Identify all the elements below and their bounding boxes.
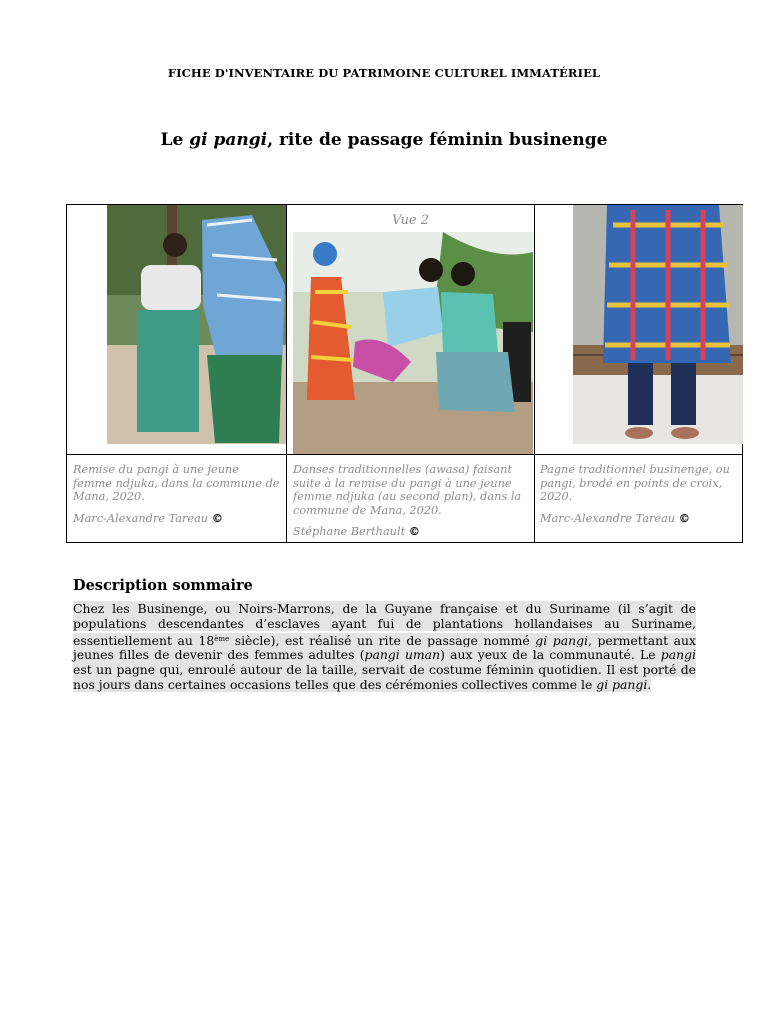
- text-run: ) aux yeux de la communauté. Le: [440, 647, 661, 663]
- photo-caption-2: [293, 463, 528, 539]
- title-suffix: , rite de passage féminin businenge: [267, 130, 608, 150]
- photo-credit: [293, 525, 528, 539]
- copyright-symbol: ©: [211, 510, 223, 525]
- photo-caption-3: [540, 463, 737, 525]
- photo-credit: [540, 512, 737, 526]
- italic-term: pangi uman: [364, 647, 441, 663]
- title-italic: gi pangi: [189, 130, 268, 150]
- text-run: .: [647, 676, 652, 692]
- photo-table: [66, 204, 743, 543]
- photo-cell-1: [67, 205, 286, 542]
- text-run: Chez les Businenge, ou Noirs-Marrons, de la Guyane française et du Suriname (il s’agit de populations descendantes d’esclaves ayant fui de plantations hollandaises au Suriname, essentiellement au 18: [73, 601, 696, 648]
- photo-awasa-dance: [293, 232, 533, 454]
- copyright-symbol: ©: [678, 510, 690, 525]
- text-run: est un pagne qui, enroulé autour de la taille, servait de costume féminin quotidien. Il est porté de nos jours dans certaines occasions telles que des cérémonies collectives comme le: [73, 662, 696, 692]
- italic-term: gi pangi: [596, 676, 648, 692]
- title-prefix: Le: [160, 130, 190, 150]
- photo-credit: [73, 512, 280, 526]
- credit-name: Stéphane Berthault: [293, 525, 406, 539]
- text-run: siècle), est réalisé un rite de passage nommé: [229, 632, 536, 648]
- section-heading-description: Description sommaire: [73, 577, 253, 594]
- document-header: FICHE D'INVENTAIRE DU PATRIMOINE CULTUREL IMMATÉRIEL: [167, 66, 601, 80]
- photo-cell-2: [286, 205, 535, 542]
- photo-cell-3: [534, 205, 743, 542]
- description-paragraph: [73, 602, 696, 693]
- document-title: [0, 130, 768, 150]
- view-label: Vue 2: [391, 213, 430, 228]
- italic-term: pangi: [660, 647, 696, 663]
- caption-text: Remise du pangi à une jeune femme ndjuka, dans la commune de Mana, 2020.: [73, 463, 280, 504]
- photo-pangi-handover: [107, 205, 286, 444]
- text-run: , permettant aux jeunes filles de devenir des femmes adultes (: [73, 632, 696, 663]
- italic-term: gi pangi: [535, 632, 588, 648]
- credit-name: Marc-Alexandre Tareau: [73, 511, 209, 525]
- credit-name: Marc-Alexandre Tareau: [540, 511, 676, 525]
- photo-embroidered-pangi: [573, 205, 743, 444]
- caption-text: Pagne traditionnel businenge, ou pangi, brodé en points de croix, 2020.: [540, 463, 730, 504]
- superscript: ème: [214, 634, 230, 643]
- caption-text: Danses traditionnelles (awasa) faisant suite à la remise du pangi à une jeune femme ndjuka (au second plan), dans la commune de Mana, 2020.: [293, 463, 522, 517]
- copyright-symbol: ©: [408, 524, 421, 539]
- photo-caption-1: [73, 463, 280, 525]
